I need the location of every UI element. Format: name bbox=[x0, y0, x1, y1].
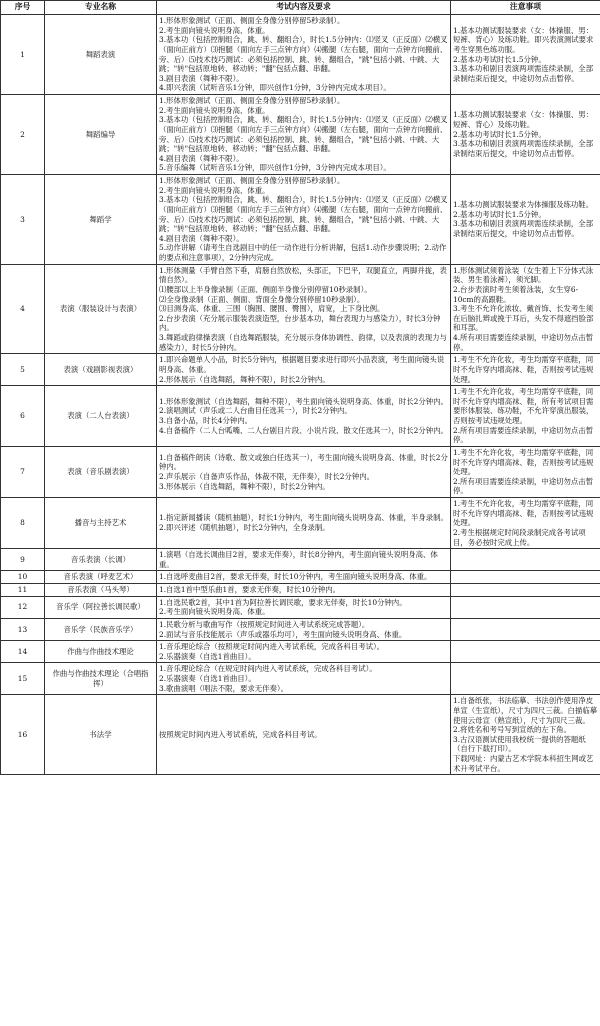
row-number: 11 bbox=[1, 584, 45, 597]
table-row bbox=[1, 386, 600, 447]
note-line: 1.考生不允许化妆，考生均需穿平底鞋，同时不允许穿内增高袜、鞋，所有考试项目需要形体服装、练功鞋，不允许穿演出服装，否则按考试违规处理。 bbox=[453, 387, 594, 425]
requirement-line: 2.面试与音乐技能展示（声乐或器乐均可），考生面向镜头说明身高、体重。 bbox=[159, 629, 407, 639]
requirement-line: 1.指定新闻播读（随机抽题），时长1分钟内，考生面向镜头说明身高、体重，半身录制。 bbox=[159, 513, 448, 523]
row-number: 3 bbox=[1, 175, 45, 265]
requirement-line: 2.声乐展示（自备声乐作品，体裁不限，无伴奏），时长2分钟内。 bbox=[159, 471, 374, 481]
requirement-line: 2.乐器演奏（自选1首曲目）。 bbox=[159, 674, 256, 683]
exam-requirements-cell bbox=[157, 354, 451, 386]
requirement-line: 1.形体形象测试（正面、侧面全身像分别停留5秒录制）。 bbox=[159, 16, 345, 25]
exam-requirements-cell bbox=[157, 663, 451, 695]
table-row bbox=[1, 695, 600, 775]
exam-requirements-cell bbox=[157, 386, 451, 447]
requirement-line: ⑴腰部以上半身像录制（正面、侧面半身像分别停留10秒录制）。 bbox=[159, 284, 372, 294]
notes-cell bbox=[451, 264, 600, 354]
notes-cell bbox=[451, 175, 600, 265]
notes-cell bbox=[451, 446, 600, 497]
major-name: 舞蹈学 bbox=[45, 175, 157, 265]
major-name: 音乐学（阿拉善长调民歌） bbox=[45, 596, 157, 618]
table-row bbox=[1, 15, 600, 95]
note-line: 2.所有项目需要连续录制，中途切勿点击暂停。 bbox=[453, 425, 594, 445]
row-number: 5 bbox=[1, 354, 45, 386]
requirement-line: 2.考生面向镜头说明身高、体重。 bbox=[159, 105, 270, 115]
notes-cell bbox=[451, 584, 600, 597]
note-line: 1.形体测试须着泳装（女生着上下分体式泳装、男生着泳裤），须光脚。 bbox=[453, 265, 594, 285]
major-name: 表演（服装设计与表演） bbox=[45, 264, 157, 354]
notes-cell bbox=[451, 641, 600, 663]
note-line: 1.考生不允许化妆，考生均需穿平底鞋，同时不允许穿内增高袜、鞋，否则按考试违规处理。 bbox=[453, 447, 594, 477]
exam-requirements-cell bbox=[157, 641, 451, 663]
note-line: 下载网址：内蒙古艺术学院本科招生网或艺术升考试平台。 bbox=[453, 754, 594, 773]
notes-cell bbox=[451, 549, 600, 571]
major-name: 音乐表演（呼麦艺术） bbox=[45, 571, 157, 584]
requirement-line: 1.形体形象测试（正面、侧面全身像分别停留5秒录制）。 bbox=[159, 96, 345, 105]
notes-cell bbox=[451, 386, 600, 447]
requirement-line: 3.基本功（包括控制组合，跳、转、翻组合），时长1.5分钟内：⑴竖叉（正反面）⑵横叉（面向正前方）⑶抱腿（面向左手三点钟方向）⑷搬腿（左右腿，面向一点钟方向搬前、旁、后）⑸技术技巧测试：必须包括控制、跳、转、翻组合，"跳"包括小跳、中跳、大跳；"转"包括原地转、移动转；"翻"包括点翻、串翻。 bbox=[159, 195, 448, 234]
table-row bbox=[1, 641, 600, 663]
note-line: 1.基本功测试服装要求（女：体操服、男：短裤、背心）及练功鞋。 bbox=[453, 110, 594, 130]
major-name: 播音与主持艺术 bbox=[45, 498, 157, 549]
note-line: 2.所有项目需要连续录制，中途切勿点击暂停。 bbox=[453, 476, 594, 496]
table-row bbox=[1, 95, 600, 175]
row-number: 6 bbox=[1, 386, 45, 447]
exam-requirements-cell bbox=[157, 549, 451, 571]
notes-cell bbox=[451, 663, 600, 695]
exam-requirements-cell bbox=[157, 695, 451, 775]
table-row bbox=[1, 663, 600, 695]
note-line: 4.所有项目需要连续录制，中途切勿点击暂停。 bbox=[453, 333, 594, 352]
requirement-line: 1.自选呼麦曲目2首，要求无伴奏，时长10分钟内，考生面向镜头说明身高、体重。 bbox=[159, 572, 432, 582]
row-number: 4 bbox=[1, 264, 45, 354]
note-line: 3.基本功和剧目表演两项需连续录制，全部录制结束后提交，中途切勿点击暂停。 bbox=[453, 139, 594, 158]
notes-cell bbox=[451, 354, 600, 386]
requirement-line: 5.动作讲解（请考生自选剧目中的任一动作进行分析讲解，包括1.动作步骤说明；2.动作的要点和注意事项），2分钟内完成。 bbox=[159, 243, 447, 262]
row-number: 13 bbox=[1, 618, 45, 640]
requirement-line: 1.形体形象测试（自选舞蹈，舞种不限），考生面向镜头说明身高、体重，时长2分钟内。 bbox=[159, 396, 448, 406]
table-body bbox=[1, 15, 600, 775]
row-number: 7 bbox=[1, 446, 45, 497]
row-number: 8 bbox=[1, 498, 45, 549]
requirement-line: 1.形体测量（手臂自然下垂，肩膀自然放松，头部正，下巴平，双腿直立，两脚并拢，表情自然）。 bbox=[159, 265, 447, 285]
requirement-line: 1.自备稿件朗读（诗歌、散文或独白任选其一），考生面向镜头说明身高、体重，时长2分钟内。 bbox=[159, 452, 448, 472]
row-number: 9 bbox=[1, 549, 45, 571]
note-line: 1.考生不允许化妆，考生均需穿平底鞋，同时不允许穿内增高袜、鞋，否则按考试违规处理。 bbox=[453, 355, 594, 384]
requirement-line: 2.即兴评述（随机抽题），时长2分钟内，全身录制。 bbox=[159, 523, 330, 533]
table-row bbox=[1, 498, 600, 549]
major-name: 表演（戏剧影视表演） bbox=[45, 354, 157, 386]
table-row bbox=[1, 354, 600, 386]
exam-requirements-cell bbox=[157, 175, 451, 265]
note-line: 2.基本功考试时长1.5分钟。 bbox=[453, 54, 546, 64]
requirement-line: 1.民歌分析与歌曲写作（按照规定时间进入考试系统完成答题）。 bbox=[159, 619, 370, 629]
header-notes: 注意事项 bbox=[451, 1, 600, 15]
major-name: 表演（二人台表演） bbox=[45, 386, 157, 447]
exam-requirements-cell bbox=[157, 584, 451, 597]
requirement-line: 3.基本功（包括控制组合，跳、转、翻组合），时长1.5分钟内：⑴竖叉（正反面）⑵横叉（面向正前方）⑶抱腿（面向左手三点钟方向）⑷搬腿（左右腿，面向一点钟方向搬前、旁、后）⑸技术技巧测试：必须包括控制、跳、转、翻组合，"跳"包括小跳、中跳、大跳；"转"包括原地转、移动转；"翻"包括点翻、串翻。 bbox=[159, 35, 448, 74]
major-name: 音乐表演（马头琴） bbox=[45, 584, 157, 597]
exam-requirements-cell bbox=[157, 95, 451, 175]
requirement-line: 4.剧目表演（舞种不限）。 bbox=[159, 233, 244, 243]
requirement-line: 3.剧目表演（舞种不限）。 bbox=[159, 73, 244, 83]
notes-cell bbox=[451, 95, 600, 175]
requirement-line: 1.演唱（自选长调曲目2首，要求无伴奏），时长8分钟内，考生面向镜头说明身高、体重。 bbox=[159, 550, 438, 569]
note-line: 2.台步表演时考生须着泳装，女生穿6-10cm的高跟鞋。 bbox=[453, 284, 579, 304]
row-number: 2 bbox=[1, 95, 45, 175]
header-requirements: 考试内容及要求 bbox=[157, 1, 451, 15]
note-line: 3.基本功和剧目表演两项需连续录制，全部录制结束后提交，中途切勿点击暂停。 bbox=[453, 64, 594, 83]
requirement-line: 5.音乐编舞（试听音乐1分钟，即兴创作1分钟，3分钟内完成本项目）。 bbox=[159, 163, 391, 173]
requirement-line: 3.舞蹈或韵律操表演（自选舞蹈服装，充分展示身体协调性、韵律，以及表演的表现力与感染力），时长5分钟内。 bbox=[159, 333, 447, 352]
note-line: 3.考生不允许化浓妆、戴首饰、长发考生须在后脑扎辫或挽于耳后，头发不得遮挡脸部和耳部。 bbox=[453, 304, 594, 333]
header-no: 序号 bbox=[1, 1, 45, 15]
exam-requirements-cell bbox=[157, 571, 451, 584]
requirement-line: 4.剧目表演（舞种不限）。 bbox=[159, 153, 244, 163]
exam-requirements-cell bbox=[157, 498, 451, 549]
table-row bbox=[1, 264, 600, 354]
requirement-line: 1.音乐理论综合（在规定时间内进入考试系统，完成各科目考试）。 bbox=[159, 664, 377, 674]
notes-cell bbox=[451, 498, 600, 549]
requirement-line: 4.即兴表演（试听音乐1分钟，即兴创作1分钟，3分钟内完成本项目）。 bbox=[159, 83, 391, 93]
major-name: 作曲与作曲技术理论 bbox=[45, 641, 157, 663]
exam-requirements-cell bbox=[157, 15, 451, 95]
major-name: 舞蹈表演 bbox=[45, 15, 157, 95]
major-name: 音乐学（民族音乐学） bbox=[45, 618, 157, 640]
row-number: 16 bbox=[1, 695, 45, 775]
requirement-line: 1.即兴命题单人小品，时长5分钟内，根据题目要求进行即兴小品表演，考生面向镜头说明身高、体重。 bbox=[159, 355, 445, 374]
note-line: 1.自备纸张，书法临摹、书法创作使用净皮单宣（生宣纸），尺寸为四尺三裁。白描临摹使用云母宣（熟宣纸），尺寸为四尺三裁。 bbox=[453, 696, 598, 725]
major-name: 作曲与作曲技术理论（合唱指挥） bbox=[45, 663, 157, 695]
major-name: 舞蹈编导 bbox=[45, 95, 157, 175]
requirement-line: 按照规定时间内进入考试系统，完成各科目考试。 bbox=[159, 729, 322, 739]
table-row bbox=[1, 571, 600, 584]
notes-cell bbox=[451, 571, 600, 584]
requirement-line: 3.形体展示（自选舞蹈，舞种不限），时长2分钟内。 bbox=[159, 481, 330, 491]
requirement-line: ⑶目测身高、体重、三围（胸围、腰围、臀围），肩宽，上下身比例。 bbox=[159, 304, 385, 314]
requirement-line: 2.形体展示（自选舞蹈，舞种不限），时长2分钟内。 bbox=[159, 374, 330, 384]
note-line: 2.基本功考试时长1.5分钟。 bbox=[453, 129, 546, 139]
note-line: 2.考生根据规定时间段录制完成各考试项目，务必按时完成上传。 bbox=[453, 527, 586, 547]
requirement-line: 2.考生面向镜头说明身高、体重。 bbox=[159, 25, 270, 35]
table-row bbox=[1, 549, 600, 571]
exam-requirements-cell bbox=[157, 618, 451, 640]
table-row bbox=[1, 618, 600, 640]
requirement-line: 3.自备小品，时长4分钟内。 bbox=[159, 416, 253, 425]
note-line: 1.基本功测试服装要求（女：体操服、男：短裤、背心）及练功鞋。即兴表演测试要求考生穿黑色练功服。 bbox=[453, 25, 594, 54]
notes-cell bbox=[451, 695, 600, 775]
row-number: 14 bbox=[1, 641, 45, 663]
requirement-line: 3.基本功（包括控制组合，跳、转、翻组合），时长1.5分钟内：⑴竖叉（正反面）⑵横叉（面向正前方）⑶抱腿（面向左手三点钟方向）⑷搬腿（左右腿，面向一点钟方向搬前、旁、后）⑸技术技巧测试：必须包括控制、跳、转、翻组合，"跳"包括小跳、中跳、大跳；"转"包括原地转、移动转；"翻"包括点翻、串翻。 bbox=[159, 115, 448, 154]
row-number: 1 bbox=[1, 15, 45, 95]
exam-requirements-cell bbox=[157, 446, 451, 497]
note-line: 1.基本功测试服装要求为体操服及练功鞋。 bbox=[453, 200, 594, 210]
requirement-line: 1.形体形象测试（正面、侧面全身像分别停留5秒录制）。 bbox=[159, 176, 345, 185]
notes-cell bbox=[451, 15, 600, 95]
note-line: 1.考生不允许化妆，考生均需穿平底鞋，同时不允许穿内增高袜、鞋，否则按考试违规处理。 bbox=[453, 499, 594, 528]
note-line: 3.古汉语测试使用我校统一提供的答题纸（自行下载打印）。 bbox=[453, 734, 586, 754]
header-major: 专业名称 bbox=[45, 1, 157, 15]
exam-requirements-cell bbox=[157, 596, 451, 618]
note-line: 2.将姓名和考号写到宣纸的左下角。 bbox=[453, 725, 571, 735]
requirement-line: 2.考生面向镜头说明身高、体重。 bbox=[159, 607, 270, 617]
requirement-line: 1.自选1首中型乐曲1首，要求无伴奏，时长10分钟内。 bbox=[159, 585, 341, 594]
requirement-line: 1.自选民歌2首，其中1首为阿拉善长调民歌，要求无伴奏，时长10分钟内。 bbox=[159, 597, 407, 607]
requirement-line: 1.音乐理论综合（按照规定时间内进入考试系统，完成各科目考试）。 bbox=[159, 642, 385, 652]
notes-cell bbox=[451, 596, 600, 618]
table-header bbox=[1, 1, 600, 15]
header-row bbox=[1, 1, 600, 15]
row-number: 10 bbox=[1, 571, 45, 584]
notes-cell bbox=[451, 618, 600, 640]
table-row bbox=[1, 175, 600, 265]
table-row bbox=[1, 584, 600, 597]
requirement-line: 2.演唱测试（声乐或二人台曲目任选其一），时长2分钟内。 bbox=[159, 406, 352, 416]
row-number: 12 bbox=[1, 596, 45, 618]
major-name: 音乐表演（长调） bbox=[45, 549, 157, 571]
requirement-line: ⑵全身像录制（正面、侧面、背面全身像分别停留10秒录制）。 bbox=[159, 294, 365, 304]
note-line: 2.基本功考试时长1.5分钟。 bbox=[453, 209, 546, 219]
major-name: 表演（音乐剧表演） bbox=[45, 446, 157, 497]
requirement-line: 3.歌曲演唱（唱法不限，要求无伴奏）。 bbox=[159, 683, 288, 693]
exam-requirements-cell bbox=[157, 264, 451, 354]
table-row bbox=[1, 596, 600, 618]
requirement-line: 4.自备稿件（二人台呱嘴、二人台剧目片段、小说片段、散文任选其一），时长2分钟内。 bbox=[159, 425, 448, 435]
major-name: 书法学 bbox=[45, 695, 157, 775]
requirement-line: 2.台步表演（充分展示服装表演造型，台步基本功，舞台表现力与感染力），时长3分钟内。 bbox=[159, 313, 441, 333]
requirement-line: 2.考生面向镜头说明身高、体重。 bbox=[159, 185, 270, 195]
row-number: 15 bbox=[1, 663, 45, 695]
requirement-line: 2.乐器演奏（自选1首曲目）。 bbox=[159, 651, 256, 661]
table-row bbox=[1, 446, 600, 497]
note-line: 3.基本功和剧目表演两项需连续录制，全部录制结束后提交，中途切勿点击暂停。 bbox=[453, 219, 594, 238]
